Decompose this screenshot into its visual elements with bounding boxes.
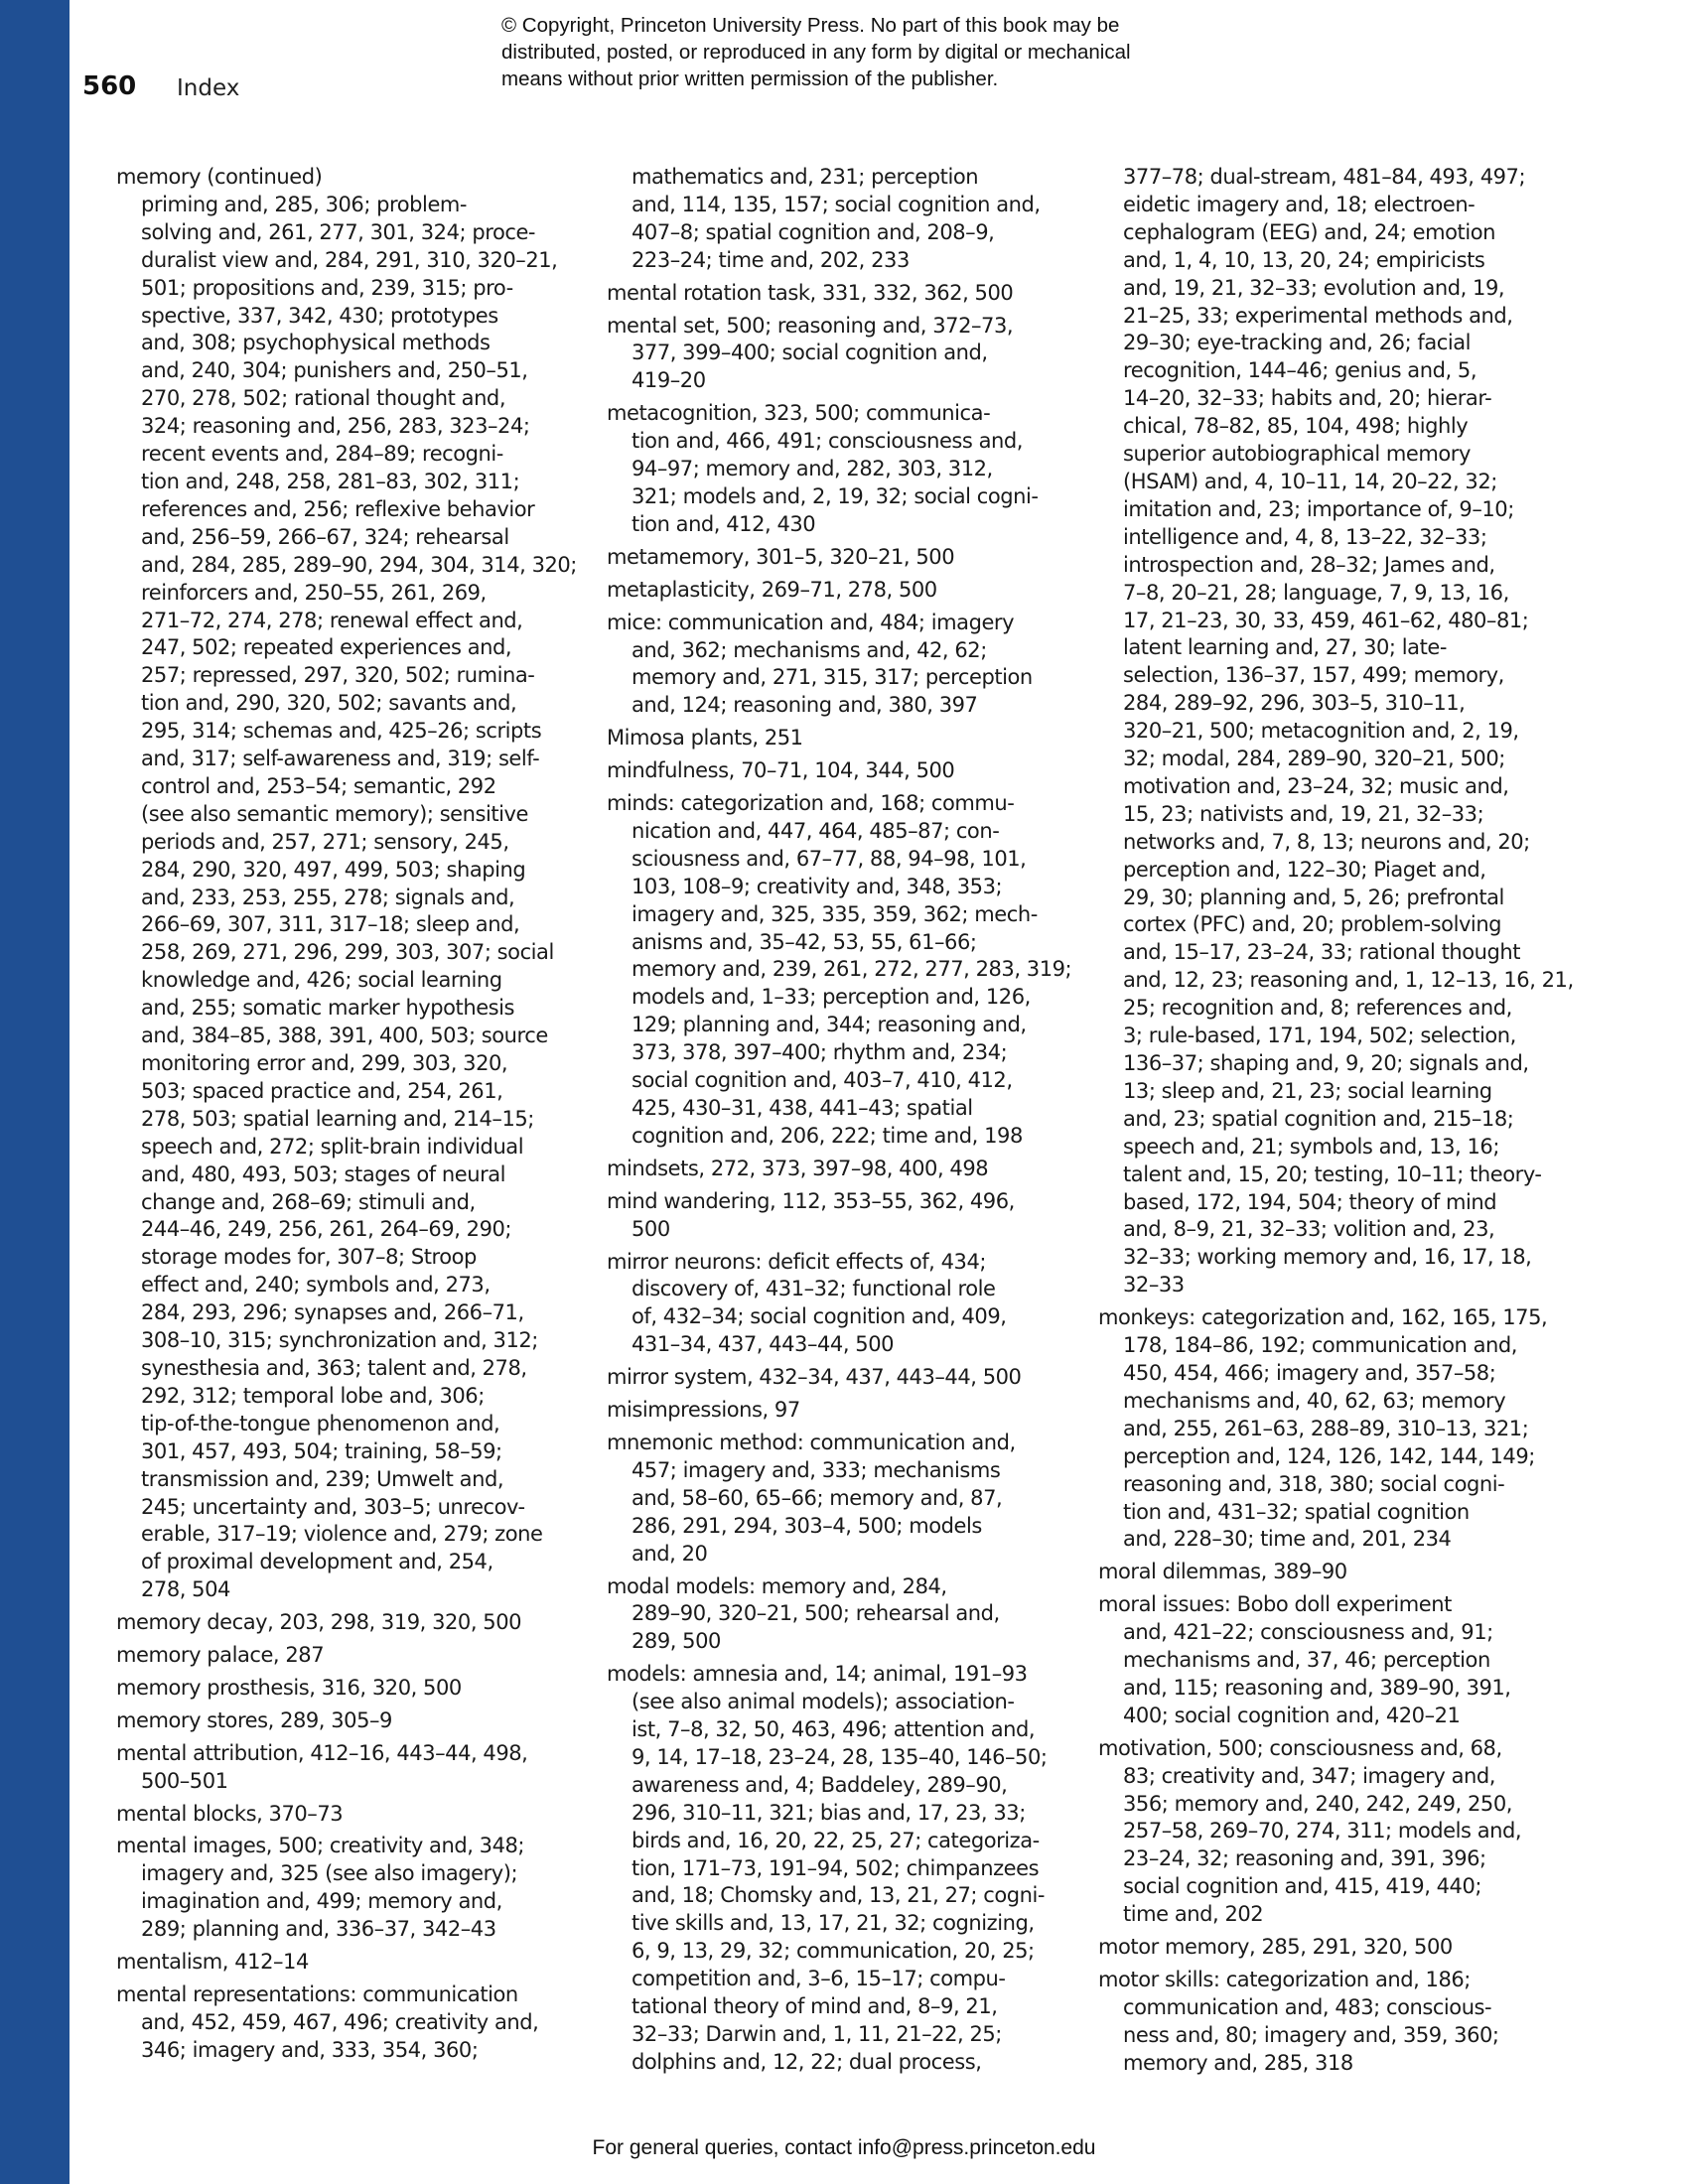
- index-entry-line: 29–30; eye-tracking and, 26; facial: [1123, 331, 1472, 355]
- index-entry-line: 13; sleep and, 21, 23; social learning: [1123, 1078, 1492, 1103]
- index-entry-heading: monkeys: categorization and, 162, 165, 175,: [1098, 1305, 1548, 1330]
- index-entry-heading: mental rotation task, 331, 332, 362, 500: [607, 280, 1014, 305]
- index-entry-heading: memory stores, 289, 305–9: [116, 1707, 392, 1732]
- index-entry-heading: mindfulness, 70–71, 104, 344, 500: [607, 758, 955, 783]
- index-entry-line: and, 384–85, 388, 391, 400, 503; source: [141, 1024, 548, 1048]
- index-entry-line: and, 317; self-awareness and, 319; self-: [141, 747, 540, 771]
- index-entry: [1098, 1304, 1575, 1554]
- index-entry-line: and, 256–59, 266–67, 324; rehearsal: [141, 524, 509, 549]
- index-entry-line: 500: [632, 1216, 670, 1241]
- index-entry-line: 289, 500: [632, 1629, 721, 1654]
- index-entry-line: 356; memory and, 240, 242, 249, 250,: [1123, 1791, 1512, 1816]
- index-entry-line: 103, 108–9; creativity and, 348, 353;: [632, 874, 1003, 898]
- index-entry-line: recognition, 144–46; genius and, 5,: [1123, 358, 1477, 383]
- index-entry-line: 15, 23; nativists and, 19, 21, 32–33;: [1123, 801, 1484, 826]
- index-entry-line: reasoning and, 318, 380; social cogni-: [1123, 1471, 1505, 1496]
- index-entry-line: networks and, 7, 8, 13; neurons and, 20;: [1123, 829, 1530, 854]
- index-entry-line: tion and, 248, 258, 281–83, 302, 311;: [141, 469, 520, 493]
- index-entry-line: 320–21, 500; metacognition and, 2, 19,: [1123, 719, 1519, 744]
- index-entry-line: tive skills and, 13, 17, 21, 32; cognizing,: [632, 1911, 1035, 1936]
- copyright-line: means without prior written permission of the publisher.: [501, 68, 999, 90]
- index-entry-line: social cognition and, 403–7, 410, 412,: [632, 1068, 1013, 1093]
- index-entry-heading: mental representations: communication: [116, 1982, 518, 2006]
- index-entry-line: 32–33; working memory and, 16, 17, 18,: [1123, 1245, 1532, 1270]
- index-entry-line: cognition and, 206, 222; time and, 198: [632, 1123, 1023, 1148]
- index-entry-line: 83; creativity and, 347; imagery and,: [1123, 1763, 1496, 1788]
- index-entry-line: memory and, 271, 315, 317; perception: [632, 665, 1033, 690]
- index-entry-line: 296, 310–11, 321; bias and, 17, 23, 33;: [632, 1800, 1026, 1825]
- index-entry-line: solving and, 261, 277, 301, 324; proce-: [141, 219, 536, 244]
- index-entry-line: latent learning and, 27, 30; late-: [1123, 635, 1447, 660]
- index-entry: [116, 1740, 593, 1796]
- footer-contact: For general queries, contact info@press.princeton.edu: [592, 2136, 1096, 2159]
- index-entry-heading: mirror system, 432–34, 437, 443–44, 500: [607, 1365, 1022, 1390]
- copyright-notice: [501, 12, 1256, 92]
- index-entry-line: time and, 202: [1123, 1902, 1264, 1927]
- index-entry-line: 377, 399–400; social cognition and,: [632, 341, 988, 365]
- index-entry-line: chical, 78–82, 85, 104, 498; highly: [1123, 414, 1469, 439]
- index-entry-heading: modal models: memory and, 284,: [607, 1573, 947, 1598]
- index-entry-line: 245; uncertainty and, 303–5; unrecov-: [141, 1494, 525, 1519]
- index-entry-line: and, 1, 4, 10, 13, 20, 24; empiricists: [1123, 247, 1485, 272]
- index-entry-line: of proximal development and, 254,: [141, 1550, 493, 1574]
- index-entry: [116, 164, 593, 1604]
- index-entry-line: and, 284, 285, 289–90, 294, 304, 314, 320;: [141, 552, 577, 577]
- index-entry: [607, 1430, 1083, 1569]
- index-entry-line: talent and, 15, 20; testing, 10–11; theory-: [1123, 1161, 1542, 1186]
- index-entry-line: 419–20: [632, 368, 706, 393]
- index-entry-line: and, 362; mechanisms and, 42, 62;: [632, 637, 987, 662]
- index-entry-line: ist, 7–8, 32, 50, 463, 496; attention and,: [632, 1717, 1036, 1742]
- index-entry-line: cortex (PFC) and, 20; problem-solving: [1123, 912, 1502, 937]
- index-entry-line: 346; imagery and, 333, 354, 360;: [141, 2037, 479, 2062]
- index-entry-line: 324; reasoning and, 256, 283, 323–24;: [141, 414, 530, 439]
- index-entry-line: 373, 378, 397–400; rhythm and, 234;: [632, 1040, 1008, 1065]
- index-entry-line: and, 115; reasoning and, 389–90, 391,: [1123, 1675, 1511, 1700]
- index-entry-line: imagination and, 499; memory and,: [141, 1889, 502, 1914]
- index-entry-line: 400; social cognition and, 420–21: [1123, 1703, 1461, 1727]
- index-entry: [116, 1801, 593, 1829]
- index-entry: [607, 313, 1083, 396]
- index-entry-heading: mental images, 500; creativity and, 348;: [116, 1834, 525, 1858]
- index-entry-line: 289–90, 320–21, 500; rehearsal and,: [632, 1601, 1000, 1626]
- index-entry-heading: mice: communication and, 484; imagery: [607, 610, 1015, 634]
- index-entry-heading: mental blocks, 370–73: [116, 1801, 344, 1826]
- index-entry-line: introspection and, 28–32; James and,: [1123, 552, 1495, 577]
- index-entry: [116, 1833, 593, 1944]
- index-entry: [607, 1364, 1083, 1392]
- index-entry-heading: models: amnesia and, 14; animal, 191–93: [607, 1662, 1028, 1687]
- index-entry-line: synesthesia and, 363; talent and, 278,: [141, 1355, 527, 1380]
- index-entry-line: 9, 14, 17–18, 23–24, 28, 135–40, 146–50;: [632, 1744, 1048, 1769]
- index-entry-line: 278, 503; spatial learning and, 214–15;: [141, 1106, 534, 1131]
- index-entry-line: and, 8–9, 21, 32–33; volition and, 23,: [1123, 1217, 1495, 1242]
- index-entry: [1098, 1967, 1575, 2078]
- index-entry-line: nication and, 447, 464, 485–87; con-: [632, 818, 1000, 843]
- index-entry: [1098, 1559, 1575, 1586]
- index-entry-line: awareness and, 4; Baddeley, 289–90,: [632, 1772, 1008, 1797]
- index-entry: [1098, 1591, 1575, 1730]
- index-entry-line: (HSAM) and, 4, 10–11, 14, 20–22, 32;: [1123, 469, 1497, 493]
- index-entry-line: and, 452, 459, 467, 496; creativity and,: [141, 2009, 539, 2034]
- index-entry-line: 286, 291, 294, 303–4, 500; models: [632, 1513, 982, 1538]
- index-entry-line: references and, 256; reflexive behavior: [141, 496, 535, 521]
- index-entry-line: and, 308; psychophysical methods: [141, 331, 491, 355]
- index-entry-line: birds and, 16, 20, 22, 25, 27; categoriza-: [632, 1828, 1040, 1852]
- index-entry-line: and, 12, 23; reasoning and, 1, 12–13, 16, 21,: [1123, 968, 1574, 993]
- index-entry-line: 258, 269, 271, 296, 299, 303, 307; social: [141, 940, 554, 965]
- index-entry-heading: memory prosthesis, 316, 320, 500: [116, 1675, 462, 1700]
- index-entry-line: ness and, 80; imagery and, 359, 360;: [1123, 2022, 1499, 2047]
- index-entry-line: 23–24, 32; reasoning and, 391, 396;: [1123, 1846, 1486, 1871]
- index-entry-line: and, 255, 261–63, 288–89, 310–13, 321;: [1123, 1416, 1529, 1440]
- index-entry-line: 32–33: [1123, 1273, 1185, 1297]
- index-entry-line: 136–37; shaping and, 9, 20; signals and,: [1123, 1051, 1529, 1075]
- index-entry: [1098, 1934, 1575, 1962]
- index-entry-line: and, 20: [632, 1541, 708, 1566]
- index-entry-line: 3; rule-based, 171, 194, 502; selection,: [1123, 1024, 1516, 1048]
- index-entry-line: perception and, 122–30; Piaget and,: [1123, 857, 1486, 882]
- index-entry-line: priming and, 285, 306; problem-: [141, 192, 468, 216]
- index-entry-line: memory and, 239, 261, 272, 277, 283, 319;: [632, 957, 1072, 982]
- index-entry-line: eidetic imagery and, 18; electroen-: [1123, 192, 1476, 216]
- copyright-line: distributed, posted, or reproduced in any form by digital or mechanical: [501, 41, 1131, 64]
- index-entry: [116, 1675, 593, 1703]
- index-entry-line: tip-of-the-tongue phenomenon and,: [141, 1411, 500, 1435]
- index-entry-line: 284, 290, 320, 497, 499, 503; shaping: [141, 857, 526, 882]
- index-entry: [607, 400, 1083, 539]
- index-entry-line: and, 240, 304; punishers and, 250–51,: [141, 358, 528, 383]
- index-entry-line: intelligence and, 4, 8, 13–22, 32–33;: [1123, 524, 1487, 549]
- index-entry-line: sciousness and, 67–77, 88, 94–98, 101,: [632, 846, 1027, 871]
- index-entry-line: selection, 136–37, 157, 499; memory,: [1123, 663, 1504, 688]
- index-entry-line: spective, 337, 342, 430; prototypes: [141, 303, 498, 328]
- index-entry: [607, 577, 1083, 605]
- index-entry-heading: moral dilemmas, 389–90: [1098, 1560, 1347, 1584]
- index-entry-line: motivation and, 23–24, 32; music and,: [1123, 773, 1509, 798]
- index-entry-line: imagery and, 325 (see also imagery);: [141, 1861, 518, 1886]
- index-entry-heading: mental set, 500; reasoning and, 372–73,: [607, 313, 1014, 338]
- index-entry-line: effect and, 240; symbols and, 273,: [141, 1273, 491, 1297]
- index-entry-line: 17, 21–23, 30, 33, 459, 461–62, 480–81;: [1123, 608, 1529, 632]
- index-entry-line: 284, 293, 296; synapses and, 266–71,: [141, 1300, 524, 1325]
- index-entry-line: 266–69, 307, 311, 317–18; sleep and,: [141, 912, 520, 937]
- index-entry-line: social cognition and, 415, 419, 440;: [1123, 1874, 1482, 1899]
- index-entry: [1098, 164, 1575, 1299]
- index-entry: [607, 790, 1083, 1151]
- index-entry-line: and, 255; somatic marker hypothesis: [141, 996, 515, 1021]
- index-entry: [607, 1397, 1083, 1425]
- index-entry: [116, 1609, 593, 1637]
- index-entry-line: 321; models and, 2, 19, 32; social cogni-: [632, 483, 1039, 508]
- index-entry-heading: mathematics and, 231; perception: [632, 165, 979, 189]
- index-entry: [607, 1156, 1083, 1183]
- index-entry-line: tational theory of mind and, 8–9, 21,: [632, 1994, 998, 2019]
- index-entry-line: competition and, 3–6, 15–17; compu-: [632, 1967, 1006, 1991]
- index-entry-line: change and, 268–69; stimuli and,: [141, 1189, 476, 1214]
- index-entry-line: 270, 278, 502; rational thought and,: [141, 386, 506, 411]
- index-entry-line: 7–8, 20–21, 28; language, 7, 9, 13, 16,: [1123, 580, 1509, 605]
- index-entry-line: and, 19, 21, 32–33; evolution and, 19,: [1123, 275, 1505, 300]
- index-entry-line: 301, 457, 493, 504; training, 58–59;: [141, 1438, 502, 1463]
- index-entry-line: anisms and, 35–42, 53, 55, 61–66;: [632, 929, 977, 954]
- index-entry-line: 450, 454, 466; imagery and, 357–58;: [1123, 1360, 1496, 1385]
- index-entry-heading: motor memory, 285, 291, 320, 500: [1098, 1935, 1453, 1960]
- index-entry: [116, 1949, 593, 1977]
- index-entry-line: and, 23; spatial cognition and, 215–18;: [1123, 1106, 1514, 1131]
- index-entry-line: and, 58–60, 65–66; memory and, 87,: [632, 1485, 1003, 1510]
- index-entry-heading: misimpressions, 97: [607, 1398, 800, 1423]
- index-entry-line: and, 480, 493, 503; stages of neural: [141, 1161, 506, 1186]
- index-entry-line: 178, 184–86, 192; communication and,: [1123, 1333, 1517, 1358]
- index-entry-line: 32–33; Darwin and, 1, 11, 21–22, 25;: [632, 2022, 1002, 2046]
- index-entry-heading: memory decay, 203, 298, 319, 320, 500: [116, 1610, 522, 1635]
- index-entry-line: 308–10, 315; synchronization and, 312;: [141, 1328, 538, 1353]
- index-entry-line: communication and, 483; conscious-: [1123, 1994, 1492, 2019]
- running-head: Index: [177, 75, 240, 101]
- index-entry-heading: mnemonic method: communication and,: [607, 1430, 1016, 1454]
- index-entry-line: 503; spaced practice and, 254, 261,: [141, 1078, 503, 1103]
- index-entry: [607, 725, 1083, 752]
- index-entry-line: (see also animal models); association-: [632, 1690, 1015, 1714]
- index-entry-line: periods and, 257, 271; sensory, 245,: [141, 829, 509, 854]
- index-entry-line: 278, 504: [141, 1577, 230, 1602]
- index-entry-line: recent events and, 284–89; recogni-: [141, 442, 503, 467]
- index-entry-line: 247, 502; repeated experiences and,: [141, 635, 512, 660]
- index-entry-line: transmission and, 239; Umwelt and,: [141, 1466, 504, 1491]
- index-entry-line: imitation and, 23; importance of, 9–10;: [1123, 496, 1514, 521]
- index-entry-line: 431–34, 437, 443–44, 500: [632, 1332, 895, 1357]
- index-entry-line: 94–97; memory and, 282, 303, 312,: [632, 457, 993, 481]
- index-entry: [116, 1981, 593, 2065]
- index-entry: [116, 1642, 593, 1670]
- index-entry-line: monitoring error and, 299, 303, 320,: [141, 1051, 508, 1075]
- index-entry-line: 257–58, 269–70, 274, 311; models and,: [1123, 1819, 1522, 1843]
- page-number: 560: [82, 71, 137, 101]
- index-entry-line: tion, 171–73, 191–94, 502; chimpanzees: [632, 1855, 1040, 1880]
- index-entry-heading: mind wandering, 112, 353–55, 362, 496,: [607, 1188, 1015, 1213]
- index-entry-heading: motivation, 500; consciousness and, 68,: [1098, 1735, 1502, 1760]
- index-entry: [607, 1249, 1083, 1360]
- index-entry-line: duralist view and, 284, 291, 310, 320–21,: [141, 247, 558, 272]
- index-entry-line: memory and, 285, 318: [1123, 2050, 1353, 2075]
- index-entry-line: of, 432–34; social cognition and, 409,: [632, 1304, 1007, 1329]
- index-entry-line: and, 124; reasoning and, 380, 397: [632, 693, 978, 718]
- index-entry: [607, 1573, 1083, 1657]
- index-entry-line: 292, 312; temporal lobe and, 306;: [141, 1383, 485, 1408]
- index-entry-line: superior autobiographical memory: [1123, 442, 1471, 467]
- index-entry-line: and, 18; Chomsky and, 13, 21, 27; cogni-: [632, 1883, 1045, 1908]
- index-entry-heading: 377–78; dual-stream, 481–84, 493, 497;: [1123, 165, 1526, 189]
- index-entry-line: 32; modal, 284, 289–90, 320–21, 500;: [1123, 747, 1505, 771]
- index-entry-line: control and, 253–54; semantic, 292: [141, 773, 496, 798]
- copyright-line: © Copyright, Princeton University Press. No part of this book may be: [501, 14, 1120, 37]
- index-entry-line: and, 233, 253, 255, 278; signals and,: [141, 885, 515, 909]
- index-entry-line: 425, 430–31, 438, 441–43; spatial: [632, 1096, 973, 1120]
- index-entry-line: 6, 9, 13, 29, 32; communication, 20, 25;: [632, 1939, 1035, 1964]
- index-entry: [607, 280, 1083, 308]
- index-entry-line: imagery and, 325, 335, 359, 362; mech-: [632, 901, 1038, 926]
- index-entry-line: 21–25, 33; experimental methods and,: [1123, 303, 1513, 328]
- index-entry-line: based, 172, 194, 504; theory of mind: [1123, 1189, 1497, 1214]
- index-entry-line: 14–20, 32–33; habits and, 20; hierar-: [1123, 386, 1492, 411]
- index-entry-line: mechanisms and, 37, 46; perception: [1123, 1648, 1490, 1673]
- index-entry-line: 25; recognition and, 8; references and,: [1123, 996, 1512, 1021]
- index-entry-line: tion and, 412, 430: [632, 511, 816, 536]
- index-entry-line: 271–72, 274, 278; renewal effect and,: [141, 608, 523, 632]
- index-entry: [607, 164, 1083, 275]
- index-entry-line: 457; imagery and, 333; mechanisms: [632, 1457, 1001, 1482]
- index-entry-line: knowledge and, 426; social learning: [141, 968, 502, 993]
- index-entry-line: perception and, 124, 126, 142, 144, 149;: [1123, 1443, 1535, 1468]
- index-entry-line: dolphins and, 12, 22; dual process,: [632, 2049, 982, 2074]
- index-entry-line: 295, 314; schemas and, 425–26; scripts: [141, 719, 542, 744]
- index-entry: [1098, 1735, 1575, 1929]
- index-entry-heading: memory palace, 287: [116, 1643, 325, 1668]
- index-entry-line: 223–24; time and, 202, 233: [632, 247, 910, 272]
- index-entry-heading: mindsets, 272, 373, 397–98, 400, 498: [607, 1156, 989, 1180]
- index-entry-heading: moral issues: Bobo doll experiment: [1098, 1592, 1452, 1617]
- index-entry-heading: mentalism, 412–14: [116, 1950, 309, 1975]
- index-entry-line: storage modes for, 307–8; Stroop: [141, 1245, 477, 1270]
- index-entry-line: tion and, 290, 320, 502; savants and,: [141, 691, 517, 716]
- index-entry-line: speech and, 21; symbols and, 13, 16;: [1123, 1134, 1499, 1159]
- index-entry: [607, 1188, 1083, 1244]
- index-entry-line: 129; planning and, 344; reasoning and,: [632, 1013, 1027, 1037]
- index-entry-line: 407–8; spatial cognition and, 208–9,: [632, 219, 995, 244]
- index-entry-line: 244–46, 249, 256, 261, 264–69, 290;: [141, 1217, 512, 1242]
- index-entry-line: 500–501: [141, 1768, 228, 1793]
- index-entry-line: cephalogram (EEG) and, 24; emotion: [1123, 219, 1495, 244]
- index-entry-line: models and, 1–33; perception and, 126,: [632, 985, 1031, 1010]
- index-column-2: [607, 164, 1083, 2082]
- index-entry-line: (see also semantic memory); sensitive: [141, 801, 528, 826]
- index-entry: [607, 1661, 1083, 2077]
- index-entry-heading: memory (continued): [116, 165, 323, 189]
- index-entry-heading: minds: categorization and, 168; commu-: [607, 791, 1015, 816]
- index-entry-line: and, 228–30; time and, 201, 234: [1123, 1527, 1452, 1552]
- index-column-3: [1098, 164, 1575, 2083]
- index-entry-heading: mirror neurons: deficit effects of, 434;: [607, 1249, 986, 1274]
- index-entry-line: tion and, 431–32; spatial cognition: [1123, 1499, 1470, 1524]
- index-entry-line: 257; repressed, 297, 320, 502; rumina-: [141, 663, 535, 688]
- index-entry-heading: metaplasticity, 269–71, 278, 500: [607, 577, 937, 602]
- index-entry-heading: Mimosa plants, 251: [607, 726, 803, 751]
- index-entry-heading: metacognition, 323, 500; communica-: [607, 401, 991, 426]
- index-entry-heading: motor skills: categorization and, 186;: [1098, 1968, 1471, 1991]
- index-entry: [607, 757, 1083, 785]
- index-column-1: [116, 164, 593, 2070]
- index-entry-line: and, 15–17, 23–24, 33; rational thought: [1123, 940, 1521, 965]
- index-entry-line: mechanisms and, 40, 62, 63; memory: [1123, 1388, 1506, 1413]
- index-entry-heading: mental attribution, 412–16, 443–44, 498,: [116, 1740, 528, 1765]
- index-entry-line: 289; planning and, 336–37, 342–43: [141, 1917, 496, 1942]
- index-entry-line: reinforcers and, 250–55, 261, 269,: [141, 580, 487, 605]
- index-entry-heading: metamemory, 301–5, 320–21, 500: [607, 544, 955, 569]
- index-entry-line: 501; propositions and, 239, 315; pro-: [141, 275, 513, 300]
- index-entry-line: tion and, 466, 491; consciousness and,: [632, 429, 1024, 454]
- index-entry-line: discovery of, 431–32; functional role: [632, 1277, 996, 1301]
- index-entry: [607, 610, 1083, 721]
- blue-side-bar: [0, 0, 70, 2184]
- index-entry-line: 29, 30; planning and, 5, 26; prefrontal: [1123, 885, 1504, 909]
- index-entry: [607, 544, 1083, 572]
- index-entry: [116, 1707, 593, 1735]
- index-entry-line: and, 114, 135, 157; social cognition and,: [632, 192, 1041, 216]
- index-entry-line: 284, 289–92, 296, 303–5, 310–11,: [1123, 691, 1466, 716]
- index-entry-line: erable, 317–19; violence and, 279; zone: [141, 1522, 543, 1547]
- index-entry-line: speech and, 272; split-brain individual: [141, 1134, 524, 1159]
- index-entry-line: and, 421–22; consciousness and, 91;: [1123, 1620, 1493, 1645]
